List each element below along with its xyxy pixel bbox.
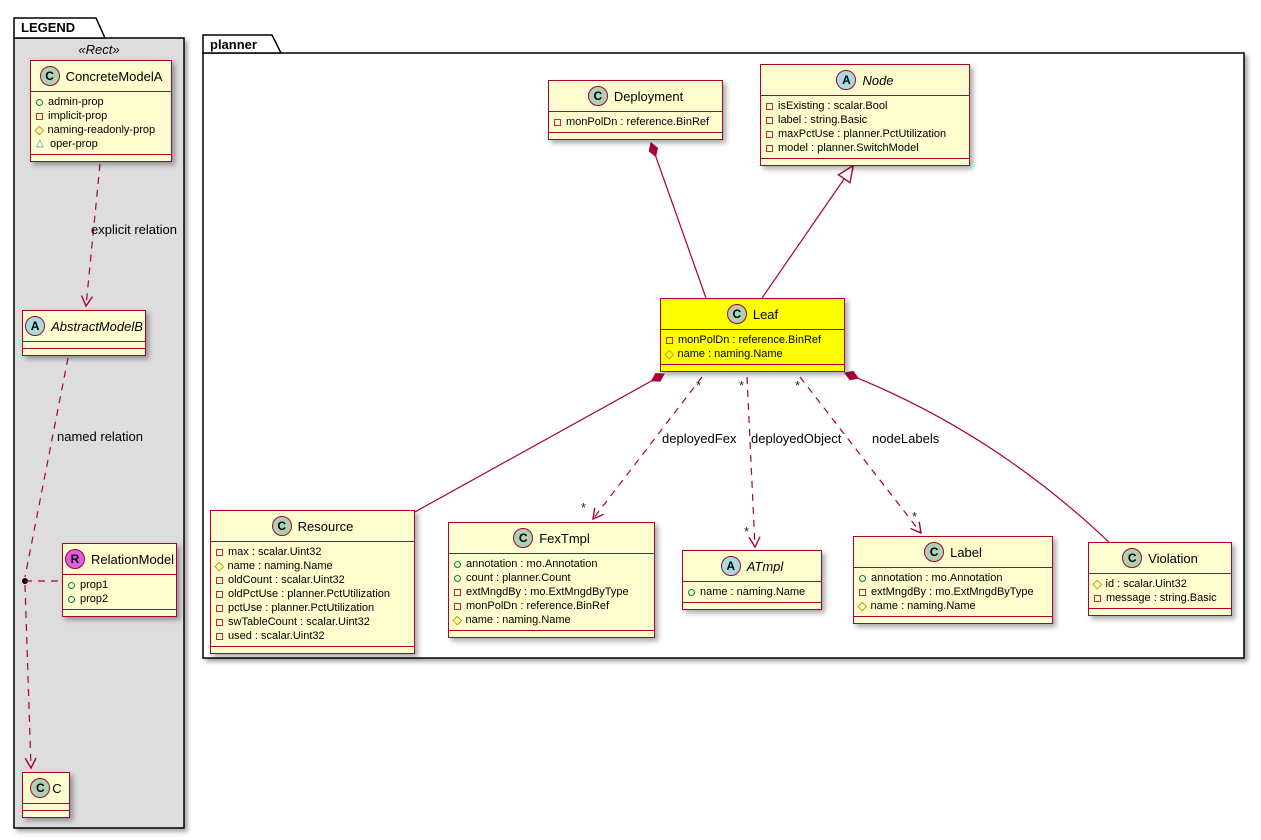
- visibility-icon: [666, 337, 673, 344]
- visibility-icon: [688, 589, 695, 596]
- attribute-text: oldPctUse : planner.PctUtilization: [228, 588, 391, 600]
- multiplicity-star: *: [696, 378, 702, 393]
- attribute-row: [216, 545, 409, 559]
- visibility-icon: [35, 125, 44, 134]
- attribute-text: name : naming.Name: [465, 614, 571, 626]
- attributes-compartment: [549, 111, 722, 132]
- visibility-icon: [859, 589, 866, 596]
- attribute-row: [454, 599, 649, 613]
- edge-label-named-relation: named relation: [57, 429, 143, 444]
- attribute-text: annotation : mo.Annotation: [466, 558, 598, 570]
- attribute-text: isExisting : scalar.Bool: [778, 100, 888, 112]
- attribute-text: name : naming.Name: [677, 348, 783, 360]
- class-node: [760, 64, 970, 166]
- legend-stereotype: «Rect»: [78, 42, 120, 57]
- attribute-row: [36, 123, 166, 137]
- class-name: Leaf: [752, 306, 779, 322]
- visibility-icon: [1093, 579, 1102, 588]
- class-name: Violation: [1148, 550, 1198, 566]
- attribute-text: message : string.Basic: [1106, 592, 1217, 604]
- attribute-row: [454, 613, 649, 627]
- class-spot-icon: C: [588, 86, 608, 106]
- methods-compartment-empty: [211, 646, 414, 653]
- class-name: FexTmpl: [539, 530, 590, 546]
- class-spot-icon: C: [30, 778, 50, 798]
- attribute-text: oper-prop: [50, 138, 98, 150]
- attribute-row: [666, 347, 839, 361]
- attributes-compartment: [761, 95, 969, 158]
- class-title: [31, 61, 171, 91]
- attribute-text: extMngdBy : mo.ExtMngdByType: [466, 586, 629, 598]
- class-name: RelationModel: [90, 551, 175, 567]
- class-violation: [1088, 542, 1232, 616]
- class-spot-icon: C: [924, 542, 944, 562]
- class-name: Deployment: [613, 88, 684, 104]
- attribute-text: name : naming.Name: [870, 600, 976, 612]
- visibility-icon: [554, 119, 561, 126]
- attribute-text: naming-readonly-prop: [47, 124, 156, 136]
- legend-package-title: LEGEND: [21, 20, 76, 35]
- attribute-row: [216, 559, 409, 573]
- visibility-icon: [36, 99, 43, 106]
- visibility-icon: [1094, 595, 1101, 602]
- attribute-row: [216, 573, 409, 587]
- attribute-text: monPolDn : reference.BinRef: [466, 600, 610, 612]
- class-spot-icon: C: [513, 528, 533, 548]
- multiplicity-star: *: [739, 378, 745, 393]
- attributes-compartment: [854, 567, 1052, 616]
- attribute-row: [859, 585, 1047, 599]
- attribute-row: [859, 571, 1047, 585]
- attributes-compartment: [1089, 573, 1231, 608]
- visibility-icon: [68, 596, 75, 603]
- attribute-text: swTableCount : scalar.Uint32: [228, 616, 370, 628]
- attribute-text: name : naming.Name: [700, 586, 806, 598]
- visibility-icon: [216, 605, 223, 612]
- attribute-row: [36, 137, 166, 151]
- attributes-compartment: [211, 541, 414, 646]
- class-name: ATmpl: [746, 558, 784, 574]
- class-concretemodela: [30, 60, 172, 162]
- class-spot-icon: C: [40, 66, 60, 86]
- visibility-icon: [454, 561, 461, 568]
- methods-compartment-empty: [661, 364, 844, 371]
- multiplicity-star: *: [581, 500, 587, 515]
- class-title: [661, 299, 844, 329]
- attribute-row: [766, 127, 964, 141]
- visibility-icon: [216, 591, 223, 598]
- class-title: [761, 65, 969, 95]
- class-spot-icon: A: [836, 70, 856, 90]
- class-title: [449, 523, 654, 553]
- methods-compartment-empty: [23, 810, 69, 817]
- attribute-row: [859, 599, 1047, 613]
- visibility-icon: [216, 577, 223, 584]
- attribute-row: [766, 99, 964, 113]
- visibility-icon: [216, 549, 223, 556]
- attribute-text: prop1: [80, 579, 109, 591]
- attributes-compartment: [63, 574, 176, 609]
- attribute-row: [216, 601, 409, 615]
- attributes-compartment-empty: [23, 803, 69, 810]
- attribute-row: [1094, 577, 1226, 591]
- visibility-icon: [766, 131, 773, 138]
- visibility-icon: [766, 145, 773, 152]
- class-name: Label: [950, 544, 982, 560]
- attribute-row: [216, 615, 409, 629]
- class-label: [853, 536, 1053, 624]
- visibility-icon: [215, 561, 224, 570]
- class-title: [1089, 543, 1231, 573]
- attribute-text: extMngdBy : mo.ExtMngdByType: [871, 586, 1034, 598]
- attribute-text: max : scalar.Uint32: [228, 546, 322, 558]
- attributes-compartment-empty: [23, 341, 145, 348]
- methods-compartment-empty: [449, 630, 654, 637]
- visibility-icon: [453, 615, 462, 624]
- attribute-row: [216, 587, 409, 601]
- visibility-icon: [766, 103, 773, 110]
- class-title: [549, 81, 722, 111]
- class-title: [683, 551, 821, 581]
- visibility-icon: [216, 619, 223, 626]
- class-title: [211, 511, 414, 541]
- visibility-icon: [665, 349, 674, 358]
- attribute-text: implicit-prop: [48, 110, 108, 122]
- class-title: [63, 544, 176, 574]
- class-title: [854, 537, 1052, 567]
- visibility-icon: [36, 139, 45, 149]
- class-spot-icon: A: [721, 556, 741, 576]
- attributes-compartment: [661, 329, 844, 364]
- attribute-row: [68, 578, 171, 592]
- visibility-icon: [68, 582, 75, 589]
- edge-label-deployedobject: deployedObject: [751, 431, 842, 446]
- attribute-text: used : scalar.Uint32: [228, 630, 325, 642]
- methods-compartment-empty: [854, 616, 1052, 623]
- attribute-row: [454, 585, 649, 599]
- methods-compartment-empty: [63, 609, 176, 616]
- visibility-icon: [454, 589, 461, 596]
- attribute-text: id : scalar.Uint32: [1105, 578, 1187, 590]
- class-spot-icon: C: [727, 304, 747, 324]
- class-leaf: [660, 298, 845, 372]
- edge-label-explicit-relation: explicit relation: [91, 222, 177, 237]
- class-spot-icon: R: [65, 549, 85, 569]
- attribute-text: annotation : mo.Annotation: [871, 572, 1003, 584]
- class-name: Node: [862, 72, 894, 88]
- attributes-compartment: [683, 581, 821, 602]
- methods-compartment-empty: [1089, 608, 1231, 615]
- class-atmpl: [682, 550, 822, 610]
- edge-label-deployedfex: deployedFex: [662, 431, 737, 446]
- attribute-text: count : planner.Count: [466, 572, 571, 584]
- attribute-row: [216, 629, 409, 643]
- multiplicity-star: *: [744, 524, 750, 539]
- visibility-icon: [858, 601, 867, 610]
- attribute-row: [688, 585, 816, 599]
- class-fextmpl: [448, 522, 655, 638]
- class-c: [22, 772, 70, 818]
- visibility-icon: [859, 575, 866, 582]
- visibility-icon: [216, 633, 223, 640]
- attribute-row: [766, 113, 964, 127]
- class-name: AbstractModelB: [51, 318, 143, 334]
- multiplicity-star: *: [795, 378, 801, 393]
- edge-label-nodelabels: nodeLabels: [872, 431, 940, 446]
- methods-compartment-empty: [683, 602, 821, 609]
- class-relationmodel: [62, 543, 177, 617]
- attribute-row: [36, 95, 166, 109]
- methods-compartment-empty: [31, 154, 171, 161]
- class-title: [23, 773, 69, 803]
- attribute-text: model : planner.SwitchModel: [778, 142, 919, 154]
- class-resource: [210, 510, 415, 654]
- class-spot-icon: C: [272, 516, 292, 536]
- attribute-text: oldCount : scalar.Uint32: [228, 574, 345, 586]
- attribute-text: monPolDn : reference.BinRef: [678, 334, 822, 346]
- class-abstractmodelb: [22, 310, 146, 356]
- attribute-text: label : string.Basic: [778, 114, 868, 126]
- attribute-row: [666, 333, 839, 347]
- attribute-row: [68, 592, 171, 606]
- visibility-icon: [36, 113, 43, 120]
- attribute-row: [766, 141, 964, 155]
- class-name: Resource: [297, 518, 354, 534]
- class-title: [23, 311, 145, 341]
- class-name: ConcreteModelA: [65, 68, 163, 84]
- planner-package-title: planner: [210, 37, 257, 52]
- attribute-text: pctUse : planner.PctUtilization: [228, 602, 375, 614]
- class-deployment: [548, 80, 723, 140]
- attributes-compartment: [449, 553, 654, 630]
- attribute-row: [554, 115, 717, 129]
- attributes-compartment: [31, 91, 171, 154]
- attribute-text: admin-prop: [48, 96, 104, 108]
- multiplicity-star: *: [912, 509, 918, 524]
- methods-compartment-empty: [23, 348, 145, 355]
- attribute-row: [36, 109, 166, 123]
- class-name: C: [52, 780, 62, 796]
- visibility-icon: [766, 117, 773, 124]
- attribute-row: [454, 557, 649, 571]
- attribute-row: [454, 571, 649, 585]
- class-spot-icon: A: [25, 316, 45, 336]
- attribute-text: maxPctUse : planner.PctUtilization: [778, 128, 947, 140]
- attribute-row: [1094, 591, 1226, 605]
- attribute-text: name : naming.Name: [227, 560, 333, 572]
- methods-compartment-empty: [761, 158, 969, 165]
- visibility-icon: [454, 603, 461, 610]
- attribute-text: prop2: [80, 593, 109, 605]
- methods-compartment-empty: [549, 132, 722, 139]
- attribute-text: monPolDn : reference.BinRef: [566, 116, 710, 128]
- class-spot-icon: C: [1122, 548, 1142, 568]
- visibility-icon: [454, 575, 461, 582]
